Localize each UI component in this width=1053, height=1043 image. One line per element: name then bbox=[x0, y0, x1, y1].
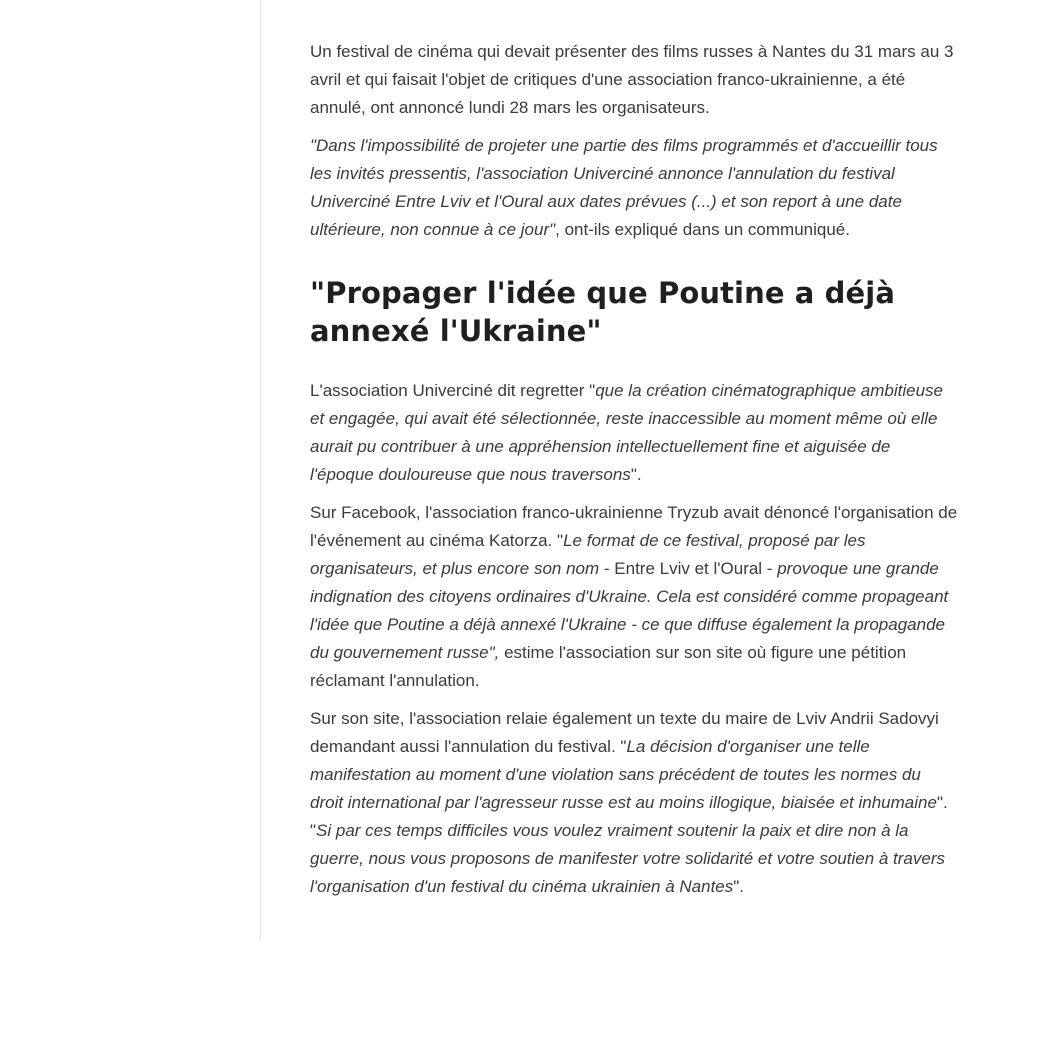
paragraph-text: Sur Facebook, l'association franco-ukrainienne Tryzub avait dénoncé l'organisation de l'événement au cinéma Katorza. " bbox=[310, 503, 958, 550]
quote-text: "Dans l'impossibilité de projeter une partie des films programmés et d'accueillir tous les invités pressentis, l'association Univerciné annonce l'annulation du festival Univerciné Entre Lviv et l'Oural aux dates prévues (...) et son report à une date ultérieure, non connue à ce jour" bbox=[310, 136, 938, 239]
quote-text: que la création cinématographique ambitieuse et engagée, qui avait été sélectionnée, reste inaccessible au moment même où elle aurait pu contribuer à une appréhension intellectuellement fine et aiguisée de l'époque douloureuse que nous traversons bbox=[310, 381, 943, 484]
paragraph-text: - Entre Lviv et l'Oural - bbox=[599, 559, 778, 578]
section-heading: "Propager l'idée que Poutine a déjà annexé l'Ukraine" bbox=[310, 276, 896, 348]
article-paragraph-facebook bbox=[310, 499, 958, 695]
paragraph-text: ". " bbox=[310, 793, 948, 840]
article-paragraph-mayor bbox=[310, 705, 958, 901]
paragraph-text: ". bbox=[733, 877, 745, 896]
paragraph-text: estime l'association sur son site où figure une pétition réclamant l'annulation. bbox=[310, 643, 907, 690]
quote-text: Le format de ce festival, proposé par les organisateurs, et plus encore son nom bbox=[310, 531, 866, 578]
article-body bbox=[310, 38, 958, 911]
article-paragraph-statement bbox=[310, 132, 958, 244]
quote-text: provoque une grande indignation des citoyens ordinaires d'Ukraine. Cela est considéré comme propageant l'idée que Poutine a déjà annexé l'Ukraine - ce que diffuse également la propagande du gouvernement russe", bbox=[310, 559, 949, 662]
article-paragraph-intro: Un festival de cinéma qui devait présenter des films russes à Nantes du 31 mars au 3 avril et qui faisait l'objet de critiques d'une association franco-ukrainienne, a été annulé, ont annoncé lundi 28 mars les organisateurs. bbox=[310, 42, 954, 117]
sidebar-divider bbox=[260, 0, 261, 939]
paragraph-text: Sur son site, l'association relaie également un texte du maire de Lviv Andrii Sadovyi demandant aussi l'annulation du festival. " bbox=[310, 709, 939, 756]
quote-text: La décision d'organiser une telle manifestation au moment d'une violation sans précédent de toutes les normes du droit international par l'agresseur russe est au moins illogique, biaisée et inhumaine bbox=[310, 737, 937, 812]
quote-text: Si par ces temps difficiles vous voulez vraiment soutenir la paix et dire non à la guerre, nous vous proposons de manifester votre solidarité et votre soutien à travers l'organisation d'un festival du cinéma ukrainien à Nantes bbox=[310, 821, 946, 896]
article-paragraph-regret bbox=[310, 377, 958, 489]
paragraph-text: ". bbox=[630, 465, 642, 484]
paragraph-text: , ont-ils expliqué dans un communiqué. bbox=[555, 220, 850, 239]
paragraph-text: L'association Univerciné dit regretter " bbox=[310, 381, 596, 400]
